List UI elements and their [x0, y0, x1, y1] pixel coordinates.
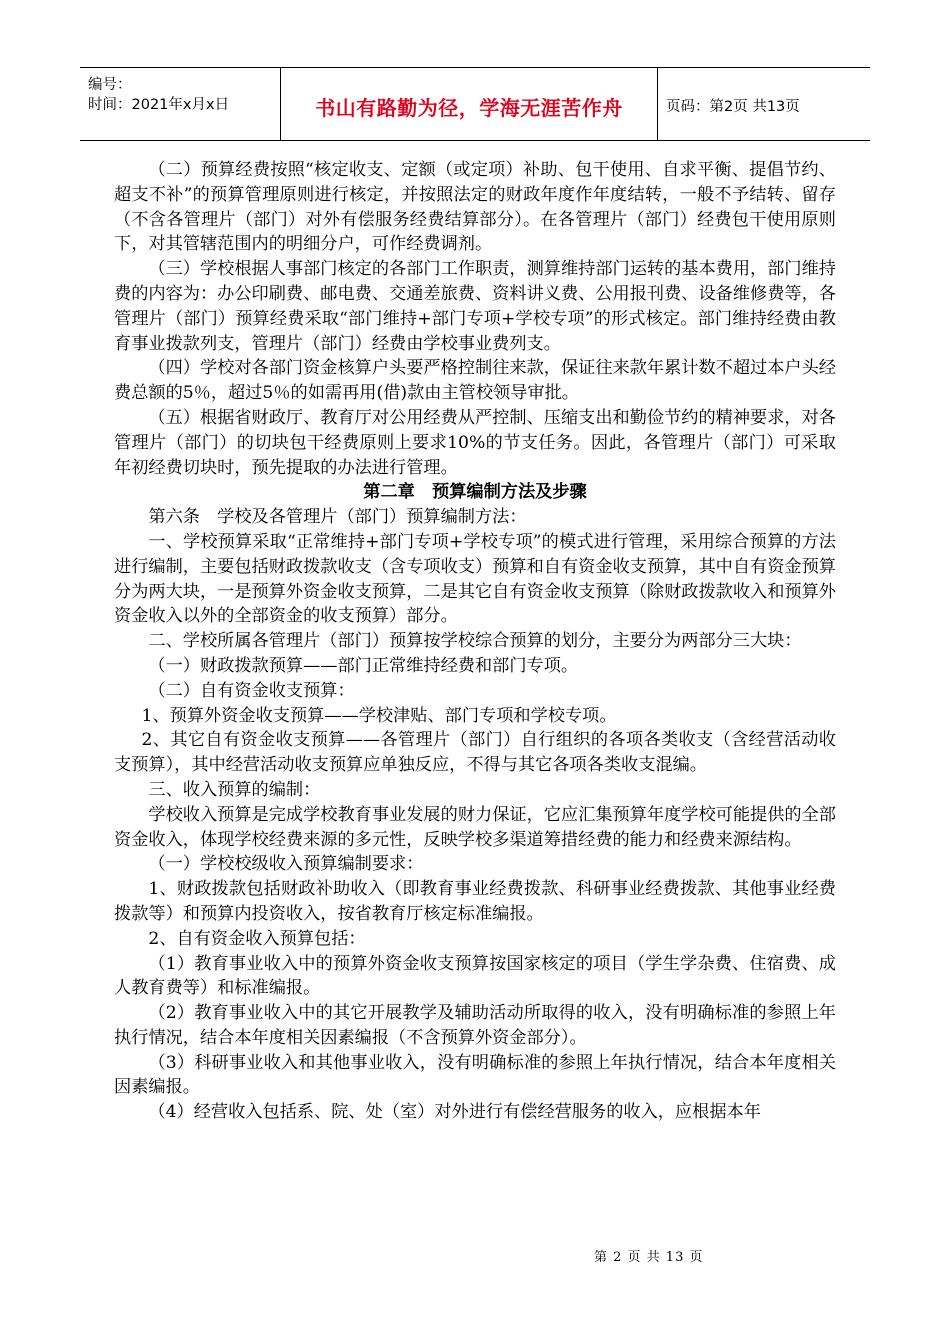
header-motto: 书山有路勤为径，学海无涯苦作舟: [315, 96, 623, 120]
page-footer: 第 2 页 共 13 页: [594, 1250, 704, 1265]
list-item: 1、财政拨款包括财政补助收入（即教育事业经费拨款、科研事业经费拨款、其他事业经费拨款等）和预算内投资收入，按省教育厅核定标准编报。: [114, 879, 836, 924]
list-item: （2）教育事业收入中的其它开展教学及辅助活动所取得的收入，没有明确标准的参照上年执行情况，结合本年度相关因素编报（不含预算外资金部分）。: [114, 1003, 836, 1048]
list-item: （二）自有资金收支预算：: [148, 680, 355, 701]
header-page-cell: [658, 68, 870, 140]
paragraph: 学校收入预算是完成学校教育事业发展的财力保证，它应汇集预算年度学校可能提供的全部资金收入，体现学校经费来源的多元性，反映学校多渠道筹措经费的能力和经费来源结构。: [114, 804, 836, 850]
header-page-number: 页码：第2页 共13页: [666, 99, 800, 115]
page-header: [80, 67, 870, 141]
list-item: （一）财政拨款预算——部门正常维持经费和部门专项。: [148, 655, 579, 676]
document-time-label: 时间：2021年x月x日: [88, 97, 230, 113]
list-item: （4）经营收入包括系、院、处（室）对外进行有偿经营服务的收入，应根据本年: [148, 1102, 761, 1123]
paragraph: （二）预算经费按照“核定收支、定额（或定项）补助、包干使用、自求平衡、提倡节约、超支不补”的预算管理原则进行核定，并按照法定的财政年度作年度结转，一般不予结转、留存（不含各管理片（部门）对外有偿服务经费结算部分）。在各管理片（部门）经费包干使用原则下，对其管辖范围内的明细分户，可作经费调剂。: [114, 160, 836, 255]
header-motto-cell: [281, 68, 658, 140]
paragraph: （四）学校对各部门资金核算户头要严格控制往来款，保证往来款年累计数不超过本户头经费总额的5％，超过5％的如需再用(借)款由主管校领导审批。: [114, 358, 836, 404]
section-heading: 三、收入预算的编制：: [148, 779, 321, 800]
list-item: （1）教育事业收入中的预算外资金收支预算按国家核定的项目（学生学杂费、住宿费、成人教育费等）和标准编报。: [114, 953, 836, 999]
list-item: 2、自有资金收入预算包括：: [148, 928, 366, 949]
paragraph: （三）学校根据人事部门核定的各部门工作职责，测算维持部门运转的基本费用，部门维持费的内容为：办公印刷费、邮电费、交通差旅费、资料讲义费、公用报刊费、设备维修费等，各管理片（部门）预算经费采取“部门维持+部门专项+学校专项”的形式核定。部门维持经费由教育事业拨款列支，管理片（部门）经费由学校事业费列支。: [114, 259, 836, 354]
paragraph: 一、学校预算采取“正常维持+部门专项+学校专项”的模式进行管理，采用综合预算的方法进行编制，主要包括财政拨款收支（含专项收支）预算和自有资金收支预算，其中自有资金预算分为两大块，一是预算外资金收支预算，二是其它自有资金收支预算（除财政拨款收入和预算外资金收入以外的全部资金的收支预算）部分。: [114, 531, 836, 627]
article-heading: 第六条 学校及各管理片（部门）预算编制方法：: [148, 507, 527, 528]
list-item: （一）学校校级收入预算编制要求：: [148, 854, 424, 875]
paragraph: 二、学校所属各管理片（部门）预算按学校综合预算的划分，主要分为两部分三大块：: [148, 631, 802, 652]
header-meta-cell: [80, 68, 281, 140]
chapter-title: 第二章 预算编制方法及步骤: [363, 482, 587, 503]
list-item: 1、预算外资金收支预算——学校津贴、部门专项和学校专项。: [141, 705, 617, 726]
list-item: （3）科研事业收入和其他事业收入，没有明确标准的参照上年执行情况，结合本年度相关因素编报。: [114, 1052, 836, 1098]
document-body: [114, 158, 836, 1125]
paragraph: （五）根据省财政厅、教育厅对公用经费从严控制、压缩支出和勤俭节约的精神要求，对各管理片（部门）的切块包干经费原则上要求10%的节支任务。因此，各管理片（部门）可采取年初经费切块时，预先提取的办法进行管理。: [114, 407, 836, 478]
list-item: 2、其它自有资金收支预算——各管理片（部门）自行组织的各项各类收支（含经营活动收支预算），其中经营活动收支预算应单独反应，不得与其它各项各类收支混编。: [114, 730, 836, 776]
document-number-label: 编号：: [88, 77, 132, 93]
